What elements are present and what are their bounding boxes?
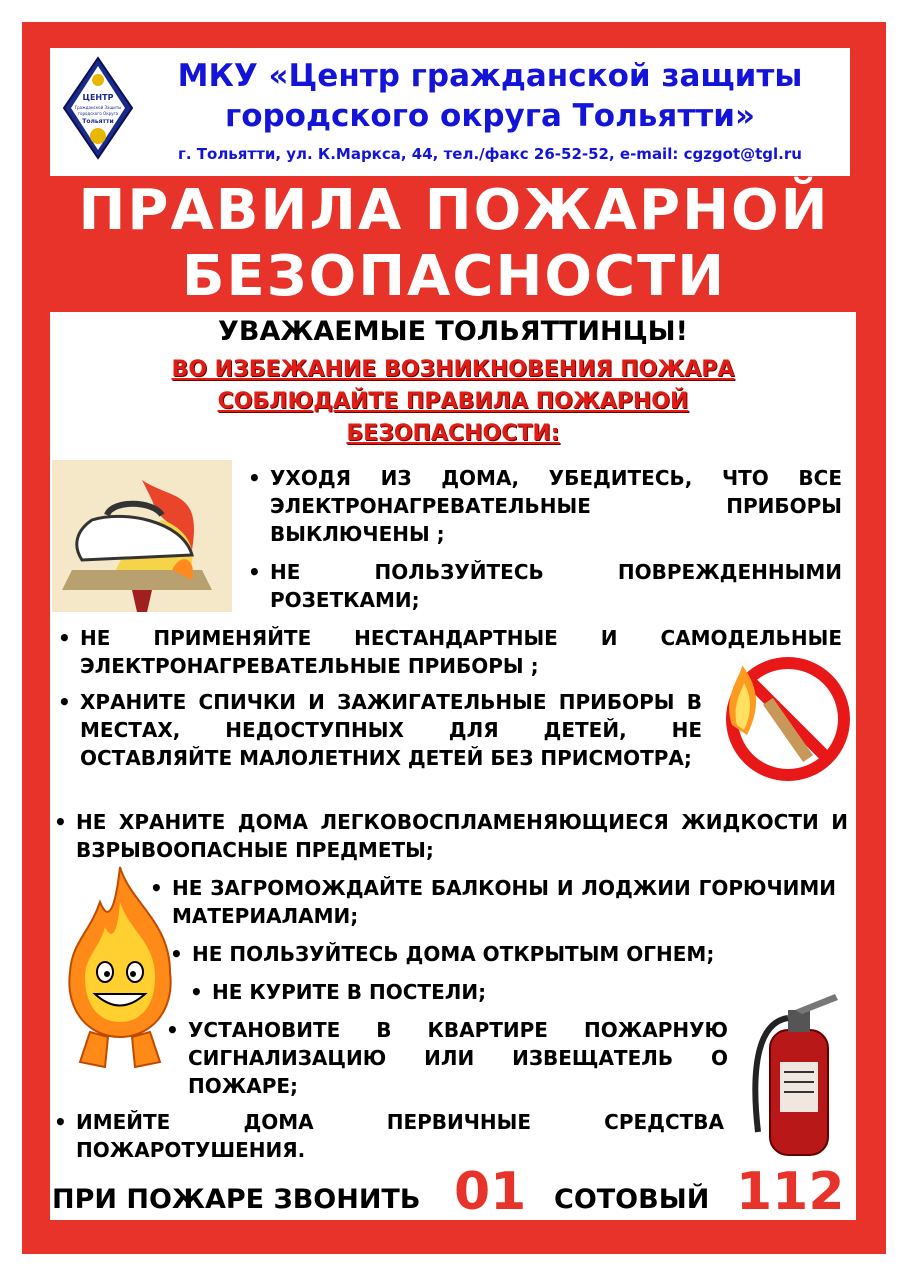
warning-line-1: ВО ИЗБЕЖАНИЕ ВОЗНИКНОВЕНИЯ ПОЖАРА [171, 357, 735, 382]
rule-text: УСТАНОВИТЕ В КВАРТИРЕ ПОЖАРНУЮ СИГНАЛИЗАЦИЮ ИЛИ ИЗВЕЩАТЕЛЬ О ПОЖАРЕ; [188, 1018, 728, 1098]
rule-text: НЕ ПОЛЬЗУЙТЕСЬ ПОВРЕЖДЕННЫМИ РОЗЕТКАМИ; [270, 560, 842, 612]
bullet: • [170, 942, 183, 966]
logo-text-1: ЦЕНТР [82, 93, 114, 102]
title-line-2: БЕЗОПАСНОСТИ [181, 244, 727, 309]
bullet: • [54, 810, 67, 834]
rule-6 [150, 874, 836, 930]
rule-9 [166, 1016, 728, 1100]
rule-text: НЕ ПРИМЕНЯЙТЕ НЕСТАНДАРТНЫЕ И САМОДЕЛЬНЫЕ ЭЛЕКТРОНАГРЕВАТЕЛЬНЫЕ ПРИБОРЫ ; [80, 626, 842, 678]
rule-text: ИМЕЙТЕ ДОМА ПЕРВИЧНЫЕ СРЕДСТВА ПОЖАРОТУШЕНИЯ. [76, 1110, 724, 1162]
mobile-emergency-number: 112 [736, 1162, 845, 1222]
rule-7 [170, 940, 812, 968]
bullet: • [58, 690, 71, 714]
bullet: • [54, 1110, 67, 1134]
rule-8 [190, 978, 712, 1006]
logo-text-3: городского Округа [77, 111, 119, 116]
bullet: • [58, 626, 71, 650]
bullet: • [166, 1018, 179, 1042]
logo-text-2: Гражданской Защиты [74, 105, 122, 110]
poster-title [22, 178, 886, 310]
warning-line-2: СОБЛЮДАЙТЕ ПРАВИЛА ПОЖАРНОЙ [217, 389, 689, 414]
bullet: • [248, 466, 261, 490]
footer-mobile-text: СОТОВЫЙ [554, 1184, 710, 1215]
rule-5 [54, 808, 848, 864]
warning-line-3: БЕЗОПАСНОСТИ: [346, 421, 560, 446]
rule-2 [248, 558, 842, 614]
rule-1 [248, 464, 842, 548]
bullet: • [150, 876, 163, 900]
rule-text: НЕ КУРИТЕ В ПОСТЕЛИ; [212, 980, 487, 1004]
warning-text [80, 354, 826, 450]
greeting: УВАЖАЕМЫЕ ТОЛЬЯТТИНЦЫ! [218, 316, 688, 347]
org-line-1: МКУ «Центр гражданской защиты [177, 58, 803, 94]
iron-fire-icon [52, 460, 232, 612]
org-line-2: городского округа Тольятти» [225, 98, 755, 134]
organization-name [140, 56, 840, 136]
rule-4 [58, 688, 702, 772]
rule-text: ХРАНИТЕ СПИЧКИ И ЗАЖИГАТЕЛЬНЫЕ ПРИБОРЫ В МЕСТАХ, НЕДОСТУПНЫХ ДЛЯ ДЕТЕЙ, НЕ ОСТАВЛЯЙТЕ МАЛОЛЕТНИХ ДЕТЕЙ БЕЗ ПРИСМОТРА; [80, 690, 702, 770]
rule-text: НЕ ПОЛЬЗУЙТЕСЬ ДОМА ОТКРЫТЫМ ОГНЕМ; [192, 942, 715, 966]
emergency-number: 01 [454, 1162, 527, 1222]
logo-text-4: Тольятти [82, 118, 114, 125]
rule-text: НЕ ЗАГРОМОЖДАЙТЕ БАЛКОНЫ И ЛОДЖИИ ГОРЮЧИМИ МАТЕРИАЛАМИ; [172, 876, 836, 928]
rule-text: НЕ ХРАНИТЕ ДОМА ЛЕГКОВОСПЛАМЕНЯЮЩИЕСЯ ЖИДКОСТИ И ВЗРЫВООПАСНЫЕ ПРЕДМЕТЫ; [76, 810, 848, 862]
contact-address: г. Тольятти, ул. К.Маркса, 44, тел./факс 26-52-52, e-mail: cgzgot@tgl.ru [178, 145, 802, 163]
bullet: • [248, 560, 261, 584]
footer-call-text: ПРИ ПОЖАРЕ ЗВОНИТЬ [52, 1184, 421, 1215]
rule-10 [54, 1108, 724, 1164]
civil-defense-logo-icon [62, 56, 134, 160]
bullet: • [190, 980, 203, 1004]
rule-3 [58, 624, 842, 680]
rule-text: УХОДЯ ИЗ ДОМА, УБЕДИТЕСЬ, ЧТО ВСЕ ЭЛЕКТРОНАГРЕВАТЕЛЬНЫЕ ПРИБОРЫ ВЫКЛЮЧЕНЫ ; [270, 466, 842, 546]
fire-extinguisher-icon [740, 982, 850, 1160]
title-line-1: ПРАВИЛА ПОЖАРНОЙ [78, 178, 830, 243]
